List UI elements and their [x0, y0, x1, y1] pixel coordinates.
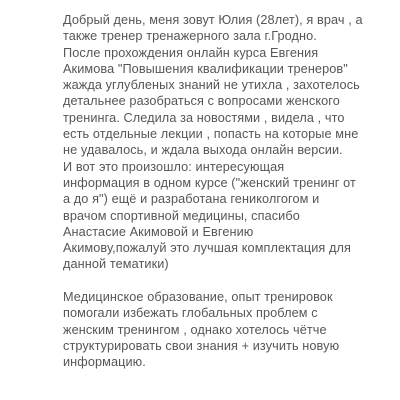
message-line: информация в одном курсе ("женский тренинг от [63, 175, 356, 190]
message-line: Акимова "Повышения квалификации тренеров" [63, 61, 348, 76]
message-paragraph-1 [63, 12, 363, 273]
message-line: а до я") ещё и разработана гениколгогом и [63, 192, 320, 207]
message-line: структурировать свои знания + изучить новую [63, 338, 340, 353]
message-line: есть отдельные лекции , попасть на которые мне [63, 127, 359, 142]
review-message [63, 12, 363, 371]
message-line: После прохождения онлайн курса Евгения [63, 45, 319, 60]
message-line: данной тематики) [63, 257, 169, 272]
message-line: Добрый день, меня зовут Юлия (28лет), я врач , а [63, 13, 363, 27]
message-line: не удавалось, и ждала выхода онлайн версии. [63, 143, 343, 158]
message-line: Медицинское образование, опыт тренировок [63, 290, 333, 305]
message-line: тренинга. Следила за новостями , видела , что [63, 110, 345, 125]
message-line: детальнее разобраться с вопросами женского [63, 94, 340, 109]
message-line: жажда углубленых знаний не утихла , захотелось [63, 78, 360, 93]
message-line: И вот это произошло: интересующая [63, 159, 285, 174]
message-line: врачом спортивной медицины, спасибо [63, 208, 300, 223]
message-line: помогали избежать глобальных проблем с [63, 306, 318, 321]
message-paragraph-2 [63, 289, 343, 370]
message-line: также тренер тренажерного зала г.Гродно. [63, 29, 317, 44]
paragraph-gap [63, 273, 343, 289]
message-line: Анастасие Акимовой и Евгению [63, 224, 254, 239]
message-line: женским тренингом , однако хотелось чётче [63, 322, 327, 337]
message-line: информацию. [63, 355, 146, 370]
message-line: Акимову,пожалуй это лучшая комплектация для [63, 241, 352, 256]
